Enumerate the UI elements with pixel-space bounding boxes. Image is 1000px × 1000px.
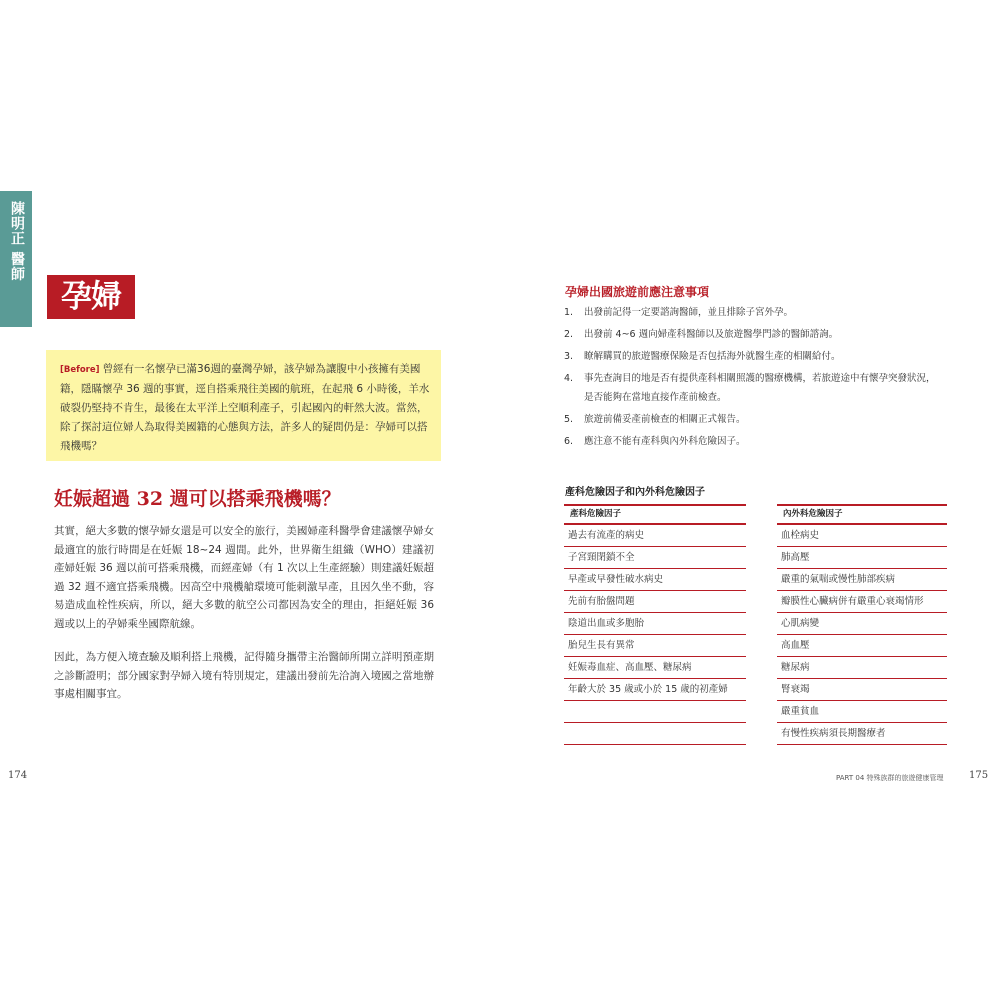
obstetric-risk-row: 子宮頸閉鎖不全 <box>564 547 746 569</box>
obstetric-risk-row: 早產或早發性破水病史 <box>564 569 746 591</box>
note-item <box>564 347 944 366</box>
medical-risk-table <box>777 504 947 745</box>
before-box <box>46 350 441 461</box>
risk-factors-title: 產科危險因子和內外科危險因子 <box>565 487 705 498</box>
medical-risk-row: 肺高壓 <box>777 547 947 569</box>
side-tab <box>0 191 32 327</box>
before-tag: [Before] <box>60 365 100 375</box>
note-item <box>564 325 944 344</box>
body-paragraph: 其實，絕大多數的懷孕婦女還是可以安全的旅行，美國婦產科醫學會建議懷孕婦女最適宜的旅行時間是在妊娠 18~24 週間。此外，世界衛生組織（WHO）建議初產婦妊娠 36 週以前可搭乘飛機，而經產婦（有 1 次以上生產經驗）則建議妊娠超過 32 週不適宜搭乘飛機。因高空中飛機艙環境可能刺激早產，且因久坐不動，容易造成血栓性疾病，所以，絕大多數的航空公司都因為安全的理由，拒絕妊娠 36 週或以上的孕婦乘坐國際航線。 <box>54 525 434 630</box>
note-number: 6. <box>564 436 574 447</box>
medical-risk-header: 內外科危險因子 <box>777 504 947 525</box>
note-number: 1. <box>564 307 574 318</box>
obstetric-risk-row <box>564 701 746 723</box>
obstetric-risk-row <box>564 723 746 745</box>
section-title: 孕婦 <box>61 279 121 315</box>
note-text: 應注意不能有產科與內外科危險因子。 <box>584 436 746 447</box>
notes-list <box>564 303 944 454</box>
obstetric-risk-row: 年齡大於 35 歲或小於 15 歲的初產婦 <box>564 679 746 701</box>
before-text: 曾經有一名懷孕已滿36週的臺灣孕婦，該孕婦為讓腹中小孩擁有美國籍，隱瞞懷孕 36 週的事實，逕自搭乘飛往美國的航班，在起飛 6 小時後，羊水破裂仍堅持不肯生，最後在太平洋上空順利產子，引起國內的軒然大波。當然，除了探討這位婦人為取得美國籍的心態與方法，許多人的疑問仍是：孕婦可以搭飛機嗎？ <box>60 363 430 452</box>
obstetric-risk-header: 產科危險因子 <box>564 504 746 525</box>
page-number-right: 175 <box>969 770 989 781</box>
obstetric-risk-row: 胎兒生長有異常 <box>564 635 746 657</box>
obstetric-risk-row: 過去有流產的病史 <box>564 525 746 547</box>
obstetric-risk-table <box>564 504 746 745</box>
note-number: 3. <box>564 351 574 362</box>
medical-risk-row: 嚴重的氣喘或慢性肺部疾病 <box>777 569 947 591</box>
body-paragraph: 因此，為方便入境查驗及順利搭上飛機，記得隨身攜帶主治醫師所開立詳明預產期之診斷證明；部分國家對孕婦入境有特別規定，建議出發前先洽詢入境國之當地辦事處相關事宜。 <box>54 651 434 700</box>
footer-part-label: PART 04 特殊族群的旅遊健康管理 <box>836 774 944 782</box>
medical-risk-row: 糖尿病 <box>777 657 947 679</box>
medical-risk-row: 心肌病變 <box>777 613 947 635</box>
note-text: 事先查詢目的地是否有提供產科相關照護的醫療機構，若旅遊途中有懷孕突發狀況，是否能夠在當地直接作產前檢查。 <box>584 373 936 403</box>
medical-risk-row: 瓣膜性心臟病併有嚴重心衰竭情形 <box>777 591 947 613</box>
note-text: 出發前記得一定要諮詢醫師，並且排除子宮外孕。 <box>584 307 794 318</box>
obstetric-risk-row: 妊娠毒血症、高血壓、糖尿病 <box>564 657 746 679</box>
page-number-left: 174 <box>8 770 28 781</box>
note-text: 瞭解購買的旅遊醫療保險是否包括海外就醫生產的相關給付。 <box>584 351 841 362</box>
notes-title: 孕婦出國旅遊前應注意事項 <box>565 285 710 299</box>
note-item <box>564 432 944 451</box>
note-number: 2. <box>564 329 574 340</box>
note-text: 出發前 4~6 週向婦產科醫師以及旅遊醫學門診的醫師諮詢。 <box>584 329 839 340</box>
note-item <box>564 303 944 322</box>
note-number: 4. <box>564 373 574 384</box>
note-item <box>564 369 944 407</box>
side-tab-author: 陳明正 醫師 <box>9 201 25 282</box>
medical-risk-row: 高血壓 <box>777 635 947 657</box>
medical-risk-row: 腎衰竭 <box>777 679 947 701</box>
note-number: 5. <box>564 414 574 425</box>
note-text: 旅遊前備妥產前檢查的相關正式報告。 <box>584 414 746 425</box>
medical-risk-row: 有慢性疾病須長期醫療者 <box>777 723 947 745</box>
obstetric-risk-row: 先前有胎盤問題 <box>564 591 746 613</box>
obstetric-risk-row: 陰道出血或多胞胎 <box>564 613 746 635</box>
section-title-block <box>47 275 135 319</box>
flight-question-heading: 妊娠超過 32 週可以搭乘飛機嗎？ <box>54 488 341 510</box>
medical-risk-row: 嚴重貧血 <box>777 701 947 723</box>
medical-risk-row: 血栓病史 <box>777 525 947 547</box>
note-item <box>564 410 944 429</box>
